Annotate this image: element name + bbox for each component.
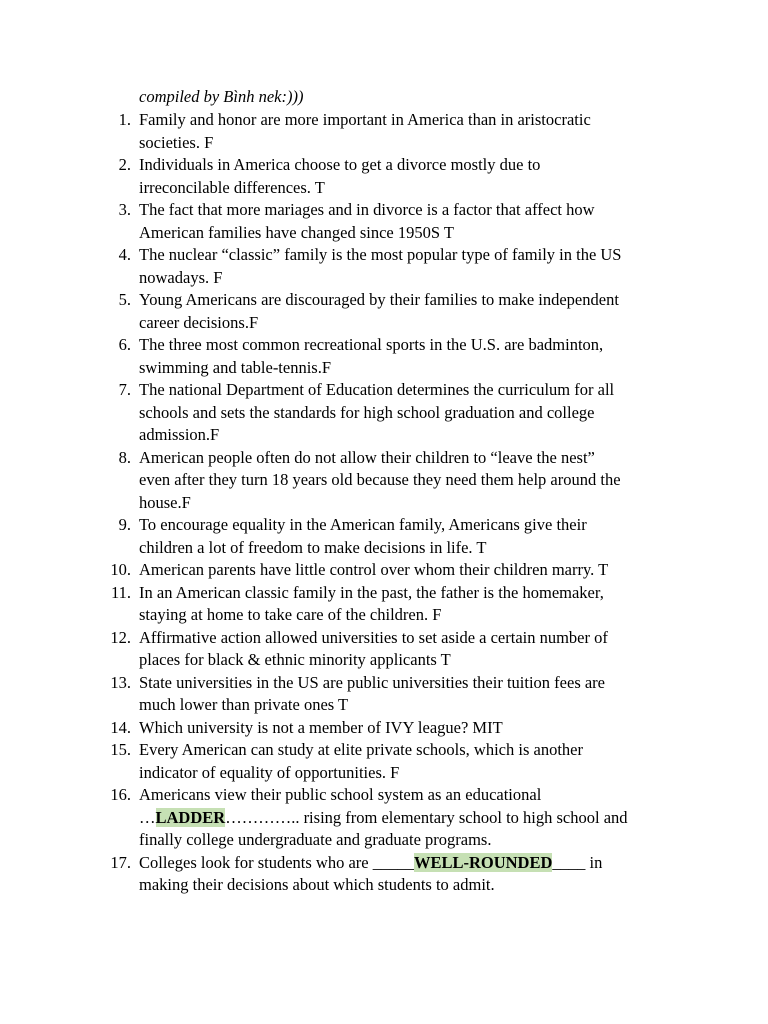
question-item-8 [0, 447, 768, 515]
compiler-byline: compiled by Bình nek:))) [139, 87, 304, 106]
question-number: 8. [118, 447, 131, 467]
question-item-7 [0, 379, 768, 447]
highlighted-answer: LADDER [155, 807, 226, 827]
question-text: The fact that more mariages and in divorce is a factor that affect how American families have changed since 1950S T [139, 200, 595, 242]
question-number: 9. [118, 515, 131, 534]
question-item-15 [0, 739, 768, 784]
question-number: 6. [118, 335, 131, 354]
question-text: Affirmative action allowed universities to set aside a certain number of places for black & ethnic minority applicants T [139, 627, 608, 669]
question-item-11 [0, 582, 768, 627]
question-item-4 [0, 244, 768, 289]
question-list [0, 109, 768, 897]
question-text: Young Americans are discouraged by their families to make independent career decisions.F [139, 290, 619, 332]
question-text [139, 784, 684, 852]
question-text: The nuclear “classic” family is the most popular type of family in the US nowadays. F [139, 245, 622, 287]
question-text: Individuals in America choose to get a divorce mostly due to irreconcilable differences. T [139, 155, 541, 197]
question-number: 17. [110, 852, 131, 872]
question-number: 11. [110, 582, 131, 602]
question-text: In an American classic family in the past, the father is the homemaker, staying at home to take care of the children. F [139, 582, 604, 624]
question-text-before: Colleges look for students who are _____ [139, 852, 414, 872]
question-number: 2. [118, 155, 131, 174]
question-text: State universities in the US are public universities their tuition fees are much lower than private ones T [139, 672, 606, 714]
question-item-3 [0, 199, 768, 244]
question-number: 7. [118, 380, 131, 399]
question-number: 15. [110, 740, 131, 759]
question-item-14 [0, 717, 768, 740]
question-number: 16. [110, 785, 131, 804]
question-item-13 [0, 672, 768, 717]
question-item-6 [0, 334, 768, 379]
question-text: Every American can study at elite private schools, which is another indicator of equality of opportunities. F [139, 740, 583, 782]
question-text: Which university is not a member of IVY league? MIT [139, 717, 503, 737]
question-number: 12. [110, 627, 131, 647]
question-number: 14. [110, 717, 131, 737]
question-item-5 [0, 289, 768, 334]
question-item-12 [0, 627, 768, 672]
question-number: 4. [118, 245, 131, 264]
question-text: To encourage equality in the American family, Americans give their children a lot of freedom to make decisions in life. T [139, 515, 587, 557]
question-text-after: ____ in making their decisions about which students to admit. [139, 852, 603, 894]
question-item-16 [0, 784, 768, 852]
question-text: American parents have little control over whom their children marry. T [139, 560, 609, 579]
question-number: 13. [110, 672, 131, 692]
question-text: Family and honor are more important in America than in aristocratic societies. F [139, 110, 591, 152]
question-text [139, 852, 684, 897]
highlighted-answer: WELL-ROUNDED [413, 852, 553, 872]
question-number: 5. [118, 290, 131, 309]
question-text: The three most common recreational sports in the U.S. are badminton, swimming and table-tennis.F [139, 335, 604, 377]
question-item-17 [0, 852, 768, 897]
question-text-after: ………….. rising from elementary school to high school and finally college undergraduate and graduate programs. [139, 807, 628, 849]
question-item-10 [0, 559, 768, 582]
question-item-1 [0, 109, 768, 154]
question-item-2 [0, 154, 768, 199]
question-text: The national Department of Education determines the curriculum for all schools and sets the standards for high school graduation and college admission.F [139, 380, 615, 444]
question-number: 3. [118, 200, 131, 219]
question-number: 1. [118, 110, 131, 129]
question-text: American people often do not allow their children to “leave the nest” even after they turn 18 years old because they need them help around the house.F [139, 447, 621, 512]
question-number: 10. [110, 560, 131, 579]
question-item-9 [0, 514, 768, 559]
question-text-before: Americans view their public school system as an educational … [139, 785, 542, 827]
